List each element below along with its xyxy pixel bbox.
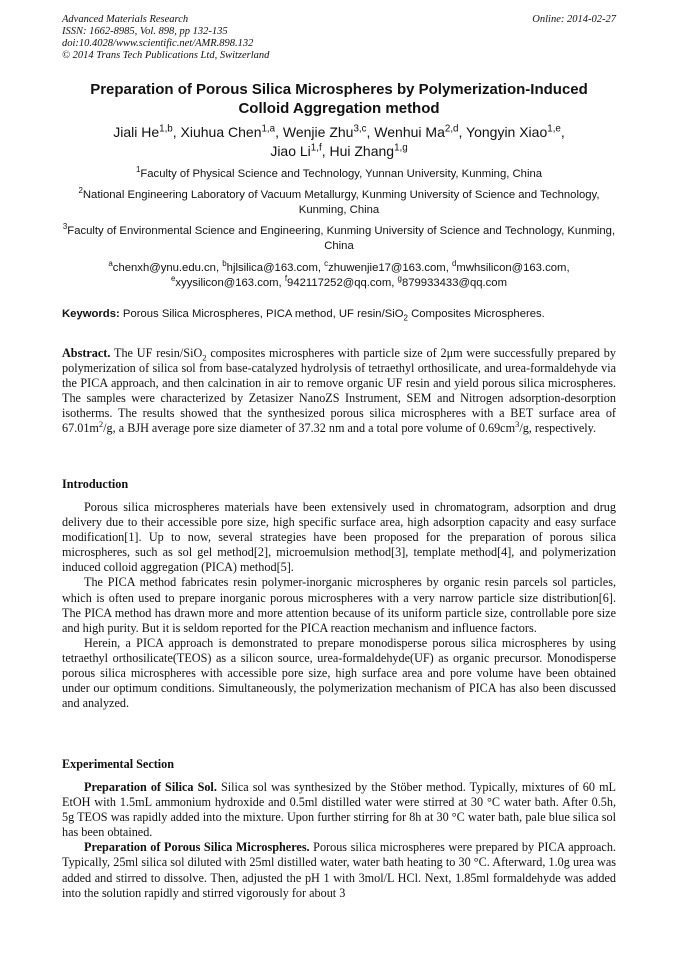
affil-text: Faculty of Physical Science and Technology, Yunnan University, Kunming, China (140, 168, 543, 180)
affil-number: 1 (135, 165, 141, 175)
author-affil: 1,f (310, 142, 322, 154)
keywords (62, 307, 616, 322)
section-heading-introduction: Introduction (62, 477, 129, 491)
author: , Hui Zhang (321, 143, 395, 159)
author-line-1: Jiali He$^{1,b}$, Xiuhua Chen$^{1,a}$, Wenjie Zhu$^{3,c}$, Wenhui Ma$^{2,d}$, Yongyin Xiao$^{1,e}$, (113, 123, 565, 140)
paragraph: The PICA method fabricates resin polymer-inorganic microspheres by organic resin parcels sol particles, which is often used to prepare inorganic porous microspheres with a very narrow particle size distribution[6]. The PICA method has drawn more and more attention because of its uniform particle size, controllable pore size and high purity. But it is seldom reported for the PICA reaction mechanism and influence factors. (62, 575, 616, 635)
experimental-body (62, 780, 616, 901)
paragraph-text: Porous silica microspheres were prepared by PICA approach. Typically, 25ml silica sol diluted with 25ml distilled water, water bath heating to 30 °C. Afterward, 1.0g urea was added and stirred to dissolve. Then, adjusted the pH 1 with 3mol/L HCl. Next, 1.85ml formaldehyde was added into the solution rapidly and stirred vigorously for about 3 (62, 840, 616, 900)
affil-text: National Engineering Laboratory of Vacuum Metallurgy, Kunming University of Science and Technology, Kunming, China (82, 189, 600, 216)
abstract-label: Abstract. (62, 346, 111, 360)
keywords-text: Composites Microspheres. (407, 308, 545, 320)
author: , Xiuhua Chen (172, 124, 262, 140)
abstract (62, 346, 616, 437)
subsection-heading: Preparation of Porous Silica Microspheres. (84, 840, 310, 855)
author: , Yongyin Xiao (458, 124, 548, 140)
paragraph: Porous silica microspheres materials have been extensively used in chromatogram, adsorption and drug delivery due to their accessible pore size, high specific surface area, high adsorption capacity and easy surface modification[1]. Up to now, several strategies have been proposed for the preparation of porous silica microspheres, such as sol gel method[2], microemulsion method[3], template method[4], and polymerization induced colloid aggregation (PICA) method[5]. (62, 500, 616, 575)
keywords-label: Keywords: (62, 308, 120, 320)
section-heading-experimental: Experimental Section (62, 757, 175, 771)
paragraph-text: Silica sol was synthesized by the Stöber method. Typically, mixtures of 60 mL EtOH with 1.5mL ammonium hydroxide and 0.5ml distilled water were stirred at 30 °C water bath. After 0.5h, 5g TEOS was rapidly added into the mixture. Upon further stirring for 8h at 30 °C water bath, pale blue silica sol has been obtained. (62, 780, 616, 840)
keywords-text: Porous Silica Microspheres, PICA method, UF resin/SiO (119, 308, 404, 320)
superscript: 3 (515, 419, 520, 430)
author-affil: 2,d (444, 123, 459, 135)
affil-number: 3 (62, 222, 68, 232)
paragraph (62, 840, 616, 900)
introduction-body (62, 500, 616, 711)
title-line-2: Colloid Aggregation method (238, 100, 440, 117)
issn: ISSN: 1662-8985, Vol. 898, pp 132-135 (62, 26, 228, 37)
email-link[interactable]: 879933433@qq.com (401, 277, 507, 289)
affiliation-2 (62, 188, 616, 218)
paper-title (60, 80, 618, 118)
journal-name: Advanced Materials Research (62, 14, 189, 25)
abstract-paragraph (62, 346, 616, 437)
affil-number: 2 (78, 186, 83, 196)
subsection-heading: Preparation of Silica Sol. (84, 780, 217, 794)
email-list (62, 261, 616, 291)
author-list (60, 123, 618, 161)
author-affil: 1,g (394, 142, 408, 154)
copyright: © 2014 Trans Tech Publications Ltd, Switzerland (62, 50, 270, 61)
author: Jiali He (113, 124, 160, 140)
author-affil: 3,c (353, 123, 367, 135)
author-affil: 1,b (159, 123, 173, 135)
email-line-1: $^a$chenxh@ynu.edu.cn, $^b$hjlsilica@163.com, $^c$zhuwenjie17@163.com, $^d$mwhsilicon@163.com, (108, 259, 570, 274)
abstract-text: The UF resin/SiO (110, 346, 203, 360)
author: Jiao Li (270, 143, 311, 159)
abstract-text: /g, respectively. (519, 421, 597, 436)
author-affil: 1,e (547, 123, 561, 135)
paragraph: Herein, a PICA approach is demonstrated to prepare monodisperse porous silica microspheres by using tetraethyl orthosilicate(TEOS) as a silicon source, urea-formaldehyde(UF) as organic precursor. Monodisperse porous silica microspheres with accessible pore size, high surface area and pore volume have been obtained under our optimum conditions. Simultaneously, the polymerization mechanism of PICA has also been discussed and analyzed. (62, 635, 616, 711)
email-link[interactable]: xyysilicon@163.com, (175, 277, 285, 289)
email-link[interactable]: zhuwenjie17@163.com, (328, 262, 452, 274)
affil-text: Faculty of Environmental Science and Engineering, Kunming University of Science and Technology, Kunming, China (67, 225, 616, 252)
author: , Wenjie Zhu (275, 124, 354, 140)
abstract-text: composites microspheres with particle size of 2μm were successfully prepared by polymerization of silica sol from base-catalyzed hydrolysis of tetraethyl orthosilicate, and urea-formaldehyde via the PICA approach, and then calcination in air to remove organic UF resin and yield porous silica microspheres. The samples were characterized by Zetasizer NanoZS Instrument, SEM and Nitrogen adsorption-desorption isotherms. The results showed that the synthesized porous silica microspheres with a BET surface area of 67.01m (62, 346, 616, 436)
email-line-2: $^e$xyysilicon@163.com, $^f$942117252@qq.com, $^g$879933433@qq.com (171, 274, 507, 289)
affiliation-1 (62, 167, 616, 182)
email-link[interactable]: 942117252@qq.com, (287, 277, 398, 289)
subscript: 2 (202, 352, 207, 363)
doi[interactable]: doi:10.4028/www.scientific.net/AMR.898.132 (62, 38, 254, 49)
email-link[interactable]: mwhsilicon@163.com, (456, 262, 570, 274)
journal-header (62, 14, 269, 62)
title-line-1: Preparation of Porous Silica Microspheres by Polymerization-Induced (90, 81, 588, 98)
author-line-2 (60, 142, 618, 161)
author-affil: 1,a (261, 123, 276, 135)
subscript: 2 (403, 313, 408, 323)
superscript: 2 (98, 419, 104, 430)
abstract-text: /g, a BJH average pore size diameter of 37.32 nm and a total pore volume of 0.69cm (103, 421, 516, 436)
email-link[interactable]: chenxh@ynu.edu.cn, (112, 262, 223, 274)
online-date: Online: 2014-02-27 (532, 14, 616, 25)
affiliation-3 (62, 224, 616, 254)
email-link[interactable]: hjlsilica@163.com, (226, 262, 325, 274)
paragraph (62, 780, 616, 840)
author: , Wenhui Ma (366, 124, 445, 140)
